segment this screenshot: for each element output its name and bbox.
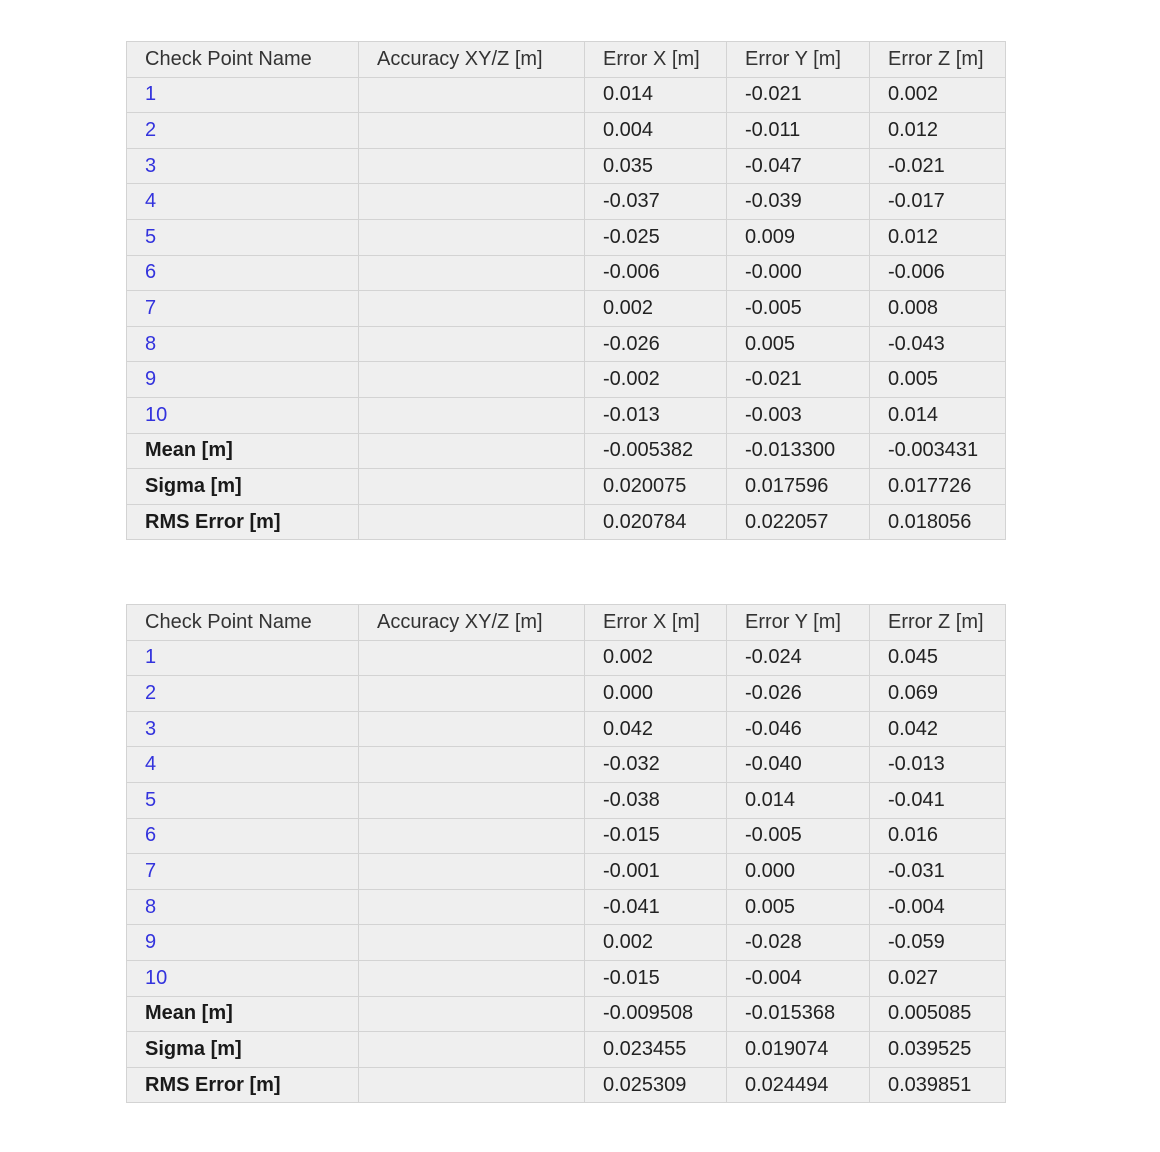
accuracy-cell [359,148,585,184]
sigma-label: Sigma [m] [127,1032,359,1068]
error-y-cell: -0.003 [727,397,870,433]
error-z-cell: 0.008 [870,291,1006,327]
error-y-cell: -0.026 [727,676,870,712]
accuracy-cell [359,925,585,961]
check-point-link[interactable]: 7 [127,854,359,890]
sigma-error-x: 0.023455 [585,1032,727,1068]
header-error-z: Error Z [m] [870,605,1006,641]
accuracy-cell [359,676,585,712]
table-row [127,854,1006,890]
sigma-error-y: 0.019074 [727,1032,870,1068]
table-row [127,925,1006,961]
check-point-link[interactable]: 4 [127,184,359,220]
error-x-cell: -0.037 [585,184,727,220]
accuracy-cell [359,640,585,676]
accuracy-cell [359,469,585,505]
table-row [127,818,1006,854]
rms-error-row [127,504,1006,540]
error-z-cell: 0.012 [870,113,1006,149]
check-point-link[interactable]: 5 [127,219,359,255]
rms-error-row [127,1067,1006,1103]
table-row [127,184,1006,220]
check-point-link[interactable]: 10 [127,960,359,996]
sigma-error-z: 0.039525 [870,1032,1006,1068]
error-y-cell: -0.005 [727,818,870,854]
table-row [127,77,1006,113]
accuracy-cell [359,996,585,1032]
header-check-point-name: Check Point Name [127,42,359,78]
error-z-cell: 0.014 [870,397,1006,433]
error-x-cell: -0.025 [585,219,727,255]
mean-error-x: -0.005382 [585,433,727,469]
table-row [127,676,1006,712]
accuracy-cell [359,291,585,327]
error-y-cell: -0.047 [727,148,870,184]
error-x-cell: 0.004 [585,113,727,149]
sigma-error-z: 0.017726 [870,469,1006,505]
error-z-cell: 0.002 [870,77,1006,113]
error-x-cell: -0.041 [585,889,727,925]
check-point-link[interactable]: 6 [127,818,359,854]
check-point-link[interactable]: 4 [127,747,359,783]
accuracy-cell [359,255,585,291]
table-row [127,889,1006,925]
sigma-error-x: 0.020075 [585,469,727,505]
accuracy-cell [359,711,585,747]
check-point-link[interactable]: 1 [127,640,359,676]
error-x-cell: -0.015 [585,960,727,996]
mean-error-x: -0.009508 [585,996,727,1032]
header-check-point-name: Check Point Name [127,605,359,641]
error-x-cell: 0.000 [585,676,727,712]
error-z-cell: -0.006 [870,255,1006,291]
mean-error-z: 0.005085 [870,996,1006,1032]
accuracy-cell [359,362,585,398]
error-z-cell: -0.059 [870,925,1006,961]
accuracy-cell [359,433,585,469]
check-point-link[interactable]: 8 [127,326,359,362]
error-z-cell: 0.045 [870,640,1006,676]
mean-row [127,433,1006,469]
rms-error-y: 0.024494 [727,1067,870,1103]
check-point-link[interactable]: 3 [127,711,359,747]
check-point-link[interactable]: 10 [127,397,359,433]
check-point-link[interactable]: 1 [127,77,359,113]
error-y-cell: -0.021 [727,362,870,398]
table-row [127,711,1006,747]
accuracy-cell [359,184,585,220]
check-point-link[interactable]: 9 [127,925,359,961]
error-x-cell: -0.038 [585,782,727,818]
error-y-cell: 0.005 [727,889,870,925]
table-row [127,148,1006,184]
error-x-cell: -0.032 [585,747,727,783]
error-y-cell: 0.005 [727,326,870,362]
error-z-cell: -0.017 [870,184,1006,220]
error-x-cell: -0.013 [585,397,727,433]
error-y-cell: -0.004 [727,960,870,996]
error-x-cell: 0.014 [585,77,727,113]
error-x-cell: 0.002 [585,925,727,961]
accuracy-cell [359,397,585,433]
check-point-link[interactable]: 9 [127,362,359,398]
header-error-x: Error X [m] [585,42,727,78]
error-x-cell: 0.035 [585,148,727,184]
rms-error-z: 0.018056 [870,504,1006,540]
error-y-cell: 0.009 [727,219,870,255]
error-z-cell: 0.042 [870,711,1006,747]
table-row [127,397,1006,433]
error-z-cell: 0.069 [870,676,1006,712]
header-error-z: Error Z [m] [870,42,1006,78]
table-header-row [127,605,1006,641]
mean-row [127,996,1006,1032]
accuracy-cell [359,889,585,925]
header-accuracy: Accuracy XY/Z [m] [359,42,585,78]
error-z-cell: 0.012 [870,219,1006,255]
table-row [127,782,1006,818]
accuracy-cell [359,818,585,854]
error-y-cell: -0.011 [727,113,870,149]
error-y-cell: 0.014 [727,782,870,818]
check-point-link[interactable]: 6 [127,255,359,291]
error-z-cell: -0.031 [870,854,1006,890]
mean-error-y: -0.013300 [727,433,870,469]
table-row [127,640,1006,676]
accuracy-cell [359,782,585,818]
error-x-cell: 0.002 [585,640,727,676]
accuracy-cell [359,113,585,149]
sigma-label: Sigma [m] [127,469,359,505]
check-point-link[interactable]: 7 [127,291,359,327]
sigma-row [127,1032,1006,1068]
rms-error-label: RMS Error [m] [127,504,359,540]
error-y-cell: -0.046 [727,711,870,747]
error-z-cell: -0.004 [870,889,1006,925]
accuracy-cell [359,219,585,255]
rms-error-z: 0.039851 [870,1067,1006,1103]
error-y-cell: -0.024 [727,640,870,676]
accuracy-cell [359,854,585,890]
error-z-cell: 0.005 [870,362,1006,398]
error-x-cell: -0.001 [585,854,727,890]
header-error-y: Error Y [m] [727,605,870,641]
table-row [127,960,1006,996]
table-row [127,219,1006,255]
table-row [127,255,1006,291]
error-x-cell: -0.002 [585,362,727,398]
error-z-cell: -0.041 [870,782,1006,818]
accuracy-cell [359,326,585,362]
check-point-link[interactable]: 8 [127,889,359,925]
mean-error-z: -0.003431 [870,433,1006,469]
header-error-x: Error X [m] [585,605,727,641]
accuracy-cell [359,77,585,113]
accuracy-cell [359,1032,585,1068]
mean-error-y: -0.015368 [727,996,870,1032]
error-x-cell: -0.026 [585,326,727,362]
rms-error-y: 0.022057 [727,504,870,540]
accuracy-cell [359,960,585,996]
error-x-cell: 0.002 [585,291,727,327]
table-header-row [127,42,1006,78]
check-point-link[interactable]: 2 [127,676,359,712]
error-y-cell: -0.005 [727,291,870,327]
header-error-y: Error Y [m] [727,42,870,78]
accuracy-cell [359,504,585,540]
table-row [127,291,1006,327]
error-z-cell: 0.027 [870,960,1006,996]
error-y-cell: 0.000 [727,854,870,890]
check-point-link[interactable]: 3 [127,148,359,184]
error-z-cell: 0.016 [870,818,1006,854]
error-y-cell: -0.039 [727,184,870,220]
accuracy-cell [359,747,585,783]
error-y-cell: -0.028 [727,925,870,961]
error-z-cell: -0.021 [870,148,1006,184]
error-z-cell: -0.013 [870,747,1006,783]
error-y-cell: -0.040 [727,747,870,783]
check-point-table-2 [126,604,1006,1103]
rms-error-x: 0.025309 [585,1067,727,1103]
check-point-link[interactable]: 2 [127,113,359,149]
check-point-link[interactable]: 5 [127,782,359,818]
check-point-table-1 [126,41,1006,540]
accuracy-cell [359,1067,585,1103]
sigma-row [127,469,1006,505]
table-row [127,747,1006,783]
error-x-cell: 0.042 [585,711,727,747]
rms-error-x: 0.020784 [585,504,727,540]
table-row [127,362,1006,398]
error-z-cell: -0.043 [870,326,1006,362]
error-y-cell: -0.000 [727,255,870,291]
error-x-cell: -0.015 [585,818,727,854]
mean-label: Mean [m] [127,433,359,469]
header-accuracy: Accuracy XY/Z [m] [359,605,585,641]
table-row [127,326,1006,362]
sigma-error-y: 0.017596 [727,469,870,505]
error-y-cell: -0.021 [727,77,870,113]
error-x-cell: -0.006 [585,255,727,291]
rms-error-label: RMS Error [m] [127,1067,359,1103]
mean-label: Mean [m] [127,996,359,1032]
table-row [127,113,1006,149]
